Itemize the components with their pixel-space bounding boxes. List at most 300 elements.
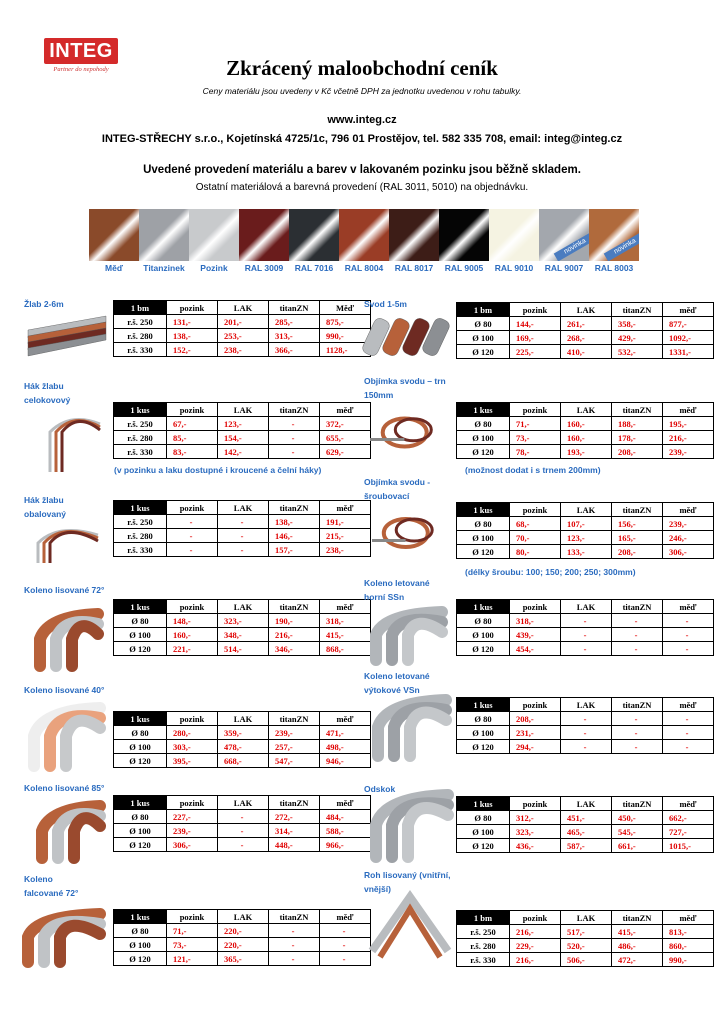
price-cell: 318,- (510, 614, 561, 628)
price-table-koleno-falc (113, 909, 371, 966)
column-header: LAK (218, 796, 269, 810)
table-row (457, 939, 714, 953)
price-cell: - (218, 543, 269, 557)
table-row (457, 345, 714, 359)
row-label: Ø 80 (457, 417, 510, 431)
price-cell: - (561, 642, 612, 656)
price-cell: 216,- (510, 925, 561, 939)
price-cell: - (167, 515, 218, 529)
table-row (114, 838, 371, 852)
price-cell: - (561, 712, 612, 726)
column-header: LAK (561, 503, 612, 517)
price-cell: 517,- (561, 925, 612, 939)
swatch-label: Pozink (200, 263, 228, 273)
price-cell: - (663, 642, 714, 656)
row-label: r.š. 330 (114, 343, 167, 357)
price-cell: - (561, 614, 612, 628)
price-cell: 294,- (510, 740, 561, 754)
row-label: Ø 100 (114, 938, 167, 952)
swatch-ral-9010 (489, 209, 539, 261)
price-cell: 238,- (218, 343, 269, 357)
product-name-hak-obalovany: Hák žlabu obalovaný (24, 495, 67, 519)
row-label: Ø 80 (457, 614, 510, 628)
table-row (114, 343, 371, 357)
page-title: Zkrácený maloobchodní ceník (226, 56, 498, 80)
column-header: pozink (510, 600, 561, 614)
price-cell: 484,- (320, 810, 371, 824)
product-image-hak-obalovany (28, 521, 108, 572)
table-row (114, 417, 371, 431)
product-name-objimka-sroub: Objímka svodu - šroubovací (364, 477, 431, 501)
color-swatch-labels (89, 263, 639, 273)
row-label: r.š. 250 (114, 417, 167, 431)
column-header: pozink (510, 911, 561, 925)
price-cell: 472,- (612, 953, 663, 967)
price-cell: 655,- (320, 431, 371, 445)
price-cell: 70,- (510, 531, 561, 545)
price-cell: 169,- (510, 331, 561, 345)
row-label: Ø 80 (114, 924, 167, 938)
price-table-svod (456, 302, 714, 359)
swatch-pozink (189, 209, 239, 261)
unit-header: 1 kus (114, 600, 167, 614)
row-label: Ø 120 (457, 642, 510, 656)
table-row (114, 614, 371, 628)
price-cell: 439,- (510, 628, 561, 642)
row-label: r.š. 250 (114, 515, 167, 529)
price-cell: 178,- (612, 431, 663, 445)
table-row (114, 529, 371, 543)
price-cell: - (320, 952, 371, 966)
column-header: LAK (561, 600, 612, 614)
product-image-objimka-sroub (368, 503, 452, 568)
price-cell: 465,- (561, 825, 612, 839)
column-header: titanZN (612, 403, 663, 417)
row-label: Ø 100 (114, 824, 167, 838)
swatch-label: RAL 9005 (444, 263, 484, 273)
price-cell: - (561, 726, 612, 740)
price-cell: 71,- (167, 924, 218, 938)
price-cell: - (612, 642, 663, 656)
column-header: měď (663, 797, 714, 811)
price-cell: 860,- (663, 939, 714, 953)
price-cell: 990,- (663, 953, 714, 967)
table-row (114, 754, 371, 768)
price-cell: - (320, 924, 371, 938)
price-cell: 323,- (218, 614, 269, 628)
price-cell: 662,- (663, 811, 714, 825)
product-image-koleno72 (34, 606, 106, 677)
row-label: Ø 80 (457, 712, 510, 726)
price-cell: 73,- (510, 431, 561, 445)
price-cell: 257,- (269, 740, 320, 754)
column-header: titanZN (269, 501, 320, 515)
unit-header: 1 bm (114, 301, 167, 315)
page-subtitle: Ceny materiálu jsou uvedeny v Kč včetně DPH za jednotku uvedenou v rohu tabulky. (202, 86, 522, 96)
price-cell: 73,- (167, 938, 218, 952)
product-image-koleno40 (28, 700, 108, 777)
price-cell: - (269, 924, 320, 938)
product-image-koleno-vytok (372, 692, 454, 767)
row-label: r.š. 330 (114, 445, 167, 459)
column-header: titanZN (612, 911, 663, 925)
row-label: Ø 100 (457, 726, 510, 740)
table-row (114, 824, 371, 838)
table-row (114, 924, 371, 938)
price-cell: 154,- (218, 431, 269, 445)
row-label: Ø 100 (114, 628, 167, 642)
product-name-zlab: Žlab 2-6m (24, 299, 64, 309)
column-header: pozink (167, 796, 218, 810)
product-note-objimka-trn: (možnost dodat i s trnem 200mm) (465, 465, 601, 475)
price-cell: 71,- (510, 417, 561, 431)
price-cell: 239,- (663, 517, 714, 531)
column-header: LAK (218, 712, 269, 726)
price-cell: - (612, 628, 663, 642)
price-cell: 661,- (612, 839, 663, 853)
column-header: titanZN (269, 403, 320, 417)
price-cell: 239,- (167, 824, 218, 838)
column-header: titanZN (612, 600, 663, 614)
table-row (457, 825, 714, 839)
price-cell: 146,- (269, 529, 320, 543)
table-row (457, 726, 714, 740)
product-name-koleno72: Koleno lisované 72° (24, 585, 105, 595)
unit-header: 1 kus (114, 796, 167, 810)
column-header: měď (663, 600, 714, 614)
price-cell: - (663, 712, 714, 726)
price-cell: 272,- (269, 810, 320, 824)
price-cell: 348,- (218, 628, 269, 642)
price-cell: 429,- (612, 331, 663, 345)
row-label: Ø 100 (457, 825, 510, 839)
swatch-titanzinek (139, 209, 189, 261)
product-image-koleno85 (36, 798, 108, 869)
product-note-hak-celokovovy: (v pozinku a laku dostupné i kroucené a čelní háky) (114, 465, 322, 475)
price-table-hak-obalovany (113, 500, 371, 557)
price-cell: 138,- (167, 329, 218, 343)
product-image-koleno-horni (370, 604, 450, 671)
price-cell: 868,- (320, 642, 371, 656)
swatch-label: RAL 3009 (244, 263, 284, 273)
price-cell: 1015,- (663, 839, 714, 853)
swatch-ral-9007 (539, 209, 589, 261)
price-cell: 990,- (320, 329, 371, 343)
price-cell: 285,- (269, 315, 320, 329)
price-cell: 220,- (218, 924, 269, 938)
price-cell: 142,- (218, 445, 269, 459)
table-row (457, 839, 714, 853)
price-cell: 415,- (320, 628, 371, 642)
price-cell: 67,- (167, 417, 218, 431)
price-cell: 221,- (167, 642, 218, 656)
price-cell: 268,- (561, 331, 612, 345)
row-label: Ø 120 (114, 952, 167, 966)
logo-text: INTEG (44, 38, 118, 64)
novinka-badge: novinka (554, 232, 589, 261)
unit-header: 1 kus (114, 910, 167, 924)
row-label: r.š. 250 (114, 315, 167, 329)
row-label: Ø 120 (457, 345, 510, 359)
table-row (114, 515, 371, 529)
column-header: titanZN (612, 797, 663, 811)
product-name-koleno85: Koleno lisované 85° (24, 783, 105, 793)
column-header: měď (663, 698, 714, 712)
table-row (457, 531, 714, 545)
price-cell: 216,- (269, 628, 320, 642)
column-header: LAK (561, 403, 612, 417)
table-row (114, 810, 371, 824)
price-cell: 123,- (561, 531, 612, 545)
product-image-hak-celokovovy (40, 410, 110, 481)
price-cell: 395,- (167, 754, 218, 768)
column-header: LAK (218, 301, 269, 315)
price-cell: 246,- (663, 531, 714, 545)
table-row (457, 614, 714, 628)
price-table-zlab (113, 300, 371, 357)
price-cell: 318,- (320, 614, 371, 628)
product-name-koleno40: Koleno lisované 40° (24, 685, 105, 695)
price-cell: 229,- (510, 939, 561, 953)
column-header: pozink (510, 303, 561, 317)
price-cell: 121,- (167, 952, 218, 966)
row-label: Ø 100 (457, 628, 510, 642)
swatch-ral-7016 (289, 209, 339, 261)
row-label: Ø 80 (457, 517, 510, 531)
price-table-koleno72 (113, 599, 371, 656)
product-note-objimka-sroub: (délky šroubu: 100; 150; 200; 250; 300mm) (465, 567, 636, 577)
price-cell: 160,- (561, 417, 612, 431)
product-name-roh: Roh lisovaný (vnitřní, vnější) (364, 870, 451, 894)
price-cell: 157,- (269, 543, 320, 557)
company-contact: INTEG-STŘECHY s.r.o., Kojetínská 4725/1c, 796 01 Prostějov, tel. 582 335 708, email: integ@integ.cz (101, 133, 623, 145)
table-row (457, 953, 714, 967)
price-cell: 83,- (167, 445, 218, 459)
price-cell: 138,- (269, 515, 320, 529)
price-cell: - (663, 614, 714, 628)
swatch-měď (89, 209, 139, 261)
price-cell: 191,- (320, 515, 371, 529)
price-cell: 727,- (663, 825, 714, 839)
column-header: pozink (167, 910, 218, 924)
row-label: Ø 120 (114, 838, 167, 852)
row-label: Ø 80 (457, 317, 510, 331)
table-row (457, 417, 714, 431)
price-cell: 813,- (663, 925, 714, 939)
price-cell: 216,- (510, 953, 561, 967)
table-row (457, 545, 714, 559)
unit-header: 1 kus (114, 712, 167, 726)
swatch-label: RAL 8017 (394, 263, 434, 273)
row-label: r.š. 330 (114, 543, 167, 557)
product-image-roh (366, 887, 454, 966)
column-header: měď (320, 501, 371, 515)
price-cell: 85,- (167, 431, 218, 445)
price-cell: - (663, 740, 714, 754)
order-note: Ostatní materiálová a barevná provedení (RAL 3011, 5010) na objednávku. (195, 182, 529, 193)
column-header: pozink (167, 403, 218, 417)
price-cell: 225,- (510, 345, 561, 359)
price-cell: 239,- (663, 445, 714, 459)
column-header: LAK (561, 911, 612, 925)
price-cell: - (663, 628, 714, 642)
price-cell: 471,- (320, 726, 371, 740)
price-cell: 587,- (561, 839, 612, 853)
product-image-svod (360, 314, 450, 365)
swatch-ral-3009 (239, 209, 289, 261)
price-cell: 506,- (561, 953, 612, 967)
column-header: měď (663, 303, 714, 317)
price-cell: 78,- (510, 445, 561, 459)
price-cell: 410,- (561, 345, 612, 359)
swatch-label: Titanzinek (143, 263, 185, 273)
column-header: LAK (218, 600, 269, 614)
logo-tagline: Partner do nepohody (53, 66, 109, 73)
website-link[interactable]: www.integ.cz (327, 114, 397, 126)
unit-header: 1 kus (114, 403, 167, 417)
price-cell: 208,- (510, 712, 561, 726)
table-row (114, 628, 371, 642)
unit-header: 1 kus (457, 503, 510, 517)
table-row (114, 740, 371, 754)
price-table-hak-celokovovy (113, 402, 371, 459)
price-cell: 160,- (167, 628, 218, 642)
price-cell: - (269, 938, 320, 952)
price-cell: 875,- (320, 315, 371, 329)
row-label: Ø 120 (457, 445, 510, 459)
row-label: Ø 80 (114, 810, 167, 824)
price-cell: 133,- (561, 545, 612, 559)
price-table-koleno40 (113, 711, 371, 768)
price-cell: - (612, 740, 663, 754)
price-cell: 148,- (167, 614, 218, 628)
price-cell: 450,- (612, 811, 663, 825)
price-cell: 448,- (269, 838, 320, 852)
price-cell: 261,- (561, 317, 612, 331)
swatch-label: Měď (105, 263, 123, 273)
row-label: Ø 100 (457, 331, 510, 345)
price-cell: 238,- (320, 543, 371, 557)
table-row (457, 740, 714, 754)
row-label: Ø 120 (114, 754, 167, 768)
price-cell: 358,- (612, 317, 663, 331)
table-row (114, 315, 371, 329)
price-cell: 946,- (320, 754, 371, 768)
price-cell: 131,- (167, 315, 218, 329)
column-header: pozink (167, 600, 218, 614)
unit-header: 1 kus (457, 698, 510, 712)
product-name-hak-celokovovy: Hák žlabu celokovový (24, 381, 71, 405)
price-cell: 1331,- (663, 345, 714, 359)
swatch-label: RAL 8004 (344, 263, 384, 273)
table-row (457, 925, 714, 939)
product-name-svod: Svod 1-5m (364, 299, 407, 309)
price-table-roh (456, 910, 714, 967)
table-row (457, 712, 714, 726)
price-cell: - (269, 445, 320, 459)
column-header: pozink (510, 503, 561, 517)
stock-note: Uvedené provedení materiálu a barev v lakovaném pozinku jsou běžně skladem. (143, 164, 581, 176)
column-header: pozink (167, 501, 218, 515)
row-label: r.š. 330 (457, 953, 510, 967)
price-cell: 877,- (663, 317, 714, 331)
price-cell: 1092,- (663, 331, 714, 345)
price-table-koleno85 (113, 795, 371, 852)
column-header: měď (320, 712, 371, 726)
novinka-badge: novinka (604, 232, 639, 261)
swatch-ral-8017 (389, 209, 439, 261)
price-table-odskok (456, 796, 714, 853)
row-label: Ø 80 (114, 726, 167, 740)
unit-header: 1 bm (457, 911, 510, 925)
table-row (114, 952, 371, 966)
row-label: r.š. 280 (114, 329, 167, 343)
table-row (457, 431, 714, 445)
price-cell: 312,- (510, 811, 561, 825)
row-label: Ø 100 (457, 431, 510, 445)
column-header: LAK (218, 910, 269, 924)
price-cell: 323,- (510, 825, 561, 839)
table-row (457, 331, 714, 345)
table-row (457, 642, 714, 656)
product-name-koleno-falc: Koleno falcované 72° (24, 874, 79, 898)
price-cell: 68,- (510, 517, 561, 531)
price-table-objimka-trn (456, 402, 714, 459)
price-cell: - (561, 628, 612, 642)
column-header: LAK (561, 303, 612, 317)
price-cell: 454,- (510, 642, 561, 656)
unit-header: 1 kus (114, 501, 167, 515)
price-cell: 313,- (269, 329, 320, 343)
price-cell: - (612, 614, 663, 628)
price-cell: 1128,- (320, 343, 371, 357)
price-cell: 193,- (561, 445, 612, 459)
price-cell: 514,- (218, 642, 269, 656)
column-header: LAK (218, 403, 269, 417)
price-cell: 280,- (167, 726, 218, 740)
price-cell: - (269, 431, 320, 445)
table-row (114, 642, 371, 656)
column-header: titanZN (269, 796, 320, 810)
row-label: Ø 120 (457, 545, 510, 559)
row-label: Ø 100 (114, 740, 167, 754)
table-row (457, 445, 714, 459)
table-row (457, 317, 714, 331)
swatch-ral-8003 (589, 209, 639, 261)
price-cell: 227,- (167, 810, 218, 824)
price-cell: 366,- (269, 343, 320, 357)
price-cell: 215,- (320, 529, 371, 543)
row-label: r.š. 280 (457, 939, 510, 953)
product-image-odskok (370, 787, 456, 868)
row-label: r.š. 280 (114, 529, 167, 543)
price-cell: 239,- (269, 726, 320, 740)
column-header: měď (320, 403, 371, 417)
column-header: titanZN (612, 503, 663, 517)
price-cell: 547,- (269, 754, 320, 768)
price-cell: 346,- (269, 642, 320, 656)
price-cell: 372,- (320, 417, 371, 431)
price-cell: 231,- (510, 726, 561, 740)
row-label: r.š. 280 (114, 431, 167, 445)
column-header: titanZN (612, 303, 663, 317)
column-header: měď (320, 796, 371, 810)
column-header: pozink (510, 797, 561, 811)
price-cell: 190,- (269, 614, 320, 628)
price-cell: 306,- (167, 838, 218, 852)
price-cell: 216,- (663, 431, 714, 445)
table-row (114, 543, 371, 557)
